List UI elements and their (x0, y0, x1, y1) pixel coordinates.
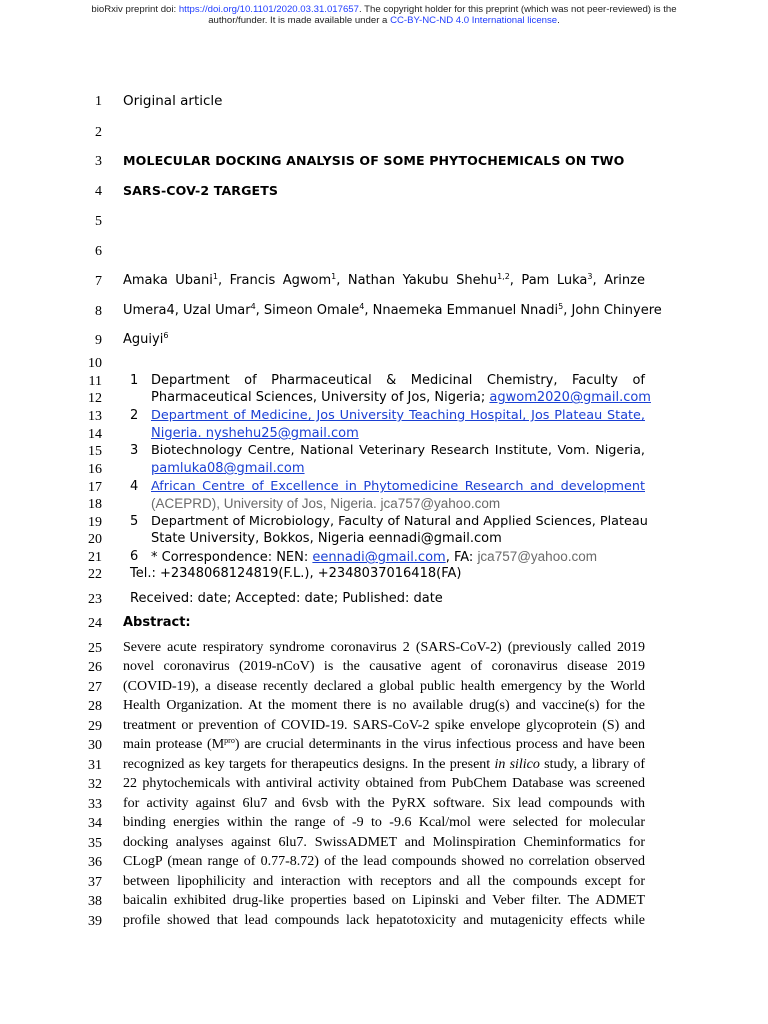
banner-text: . The copyright holder for this preprint (which was not peer-reviewed) is the (358, 4, 677, 15)
affiliation-number: 2 (130, 408, 139, 423)
correspondence-email-2: jca757@yahoo.com (477, 549, 597, 564)
author-name: , Arinze (592, 273, 645, 288)
affiliation-5-line-2: State University, Bokkos, Nigeria eennadi@gmail.com (151, 531, 502, 546)
abstract-line: 22 phytochemicals with antiviral activity obtained from PubChem Database was screened (123, 776, 645, 791)
affiliation-number: 3 (130, 443, 139, 458)
affiliation-1-line-2 (151, 390, 651, 406)
abstract-line: CLogP (mean range of 0.77-8.72) of the lead compounds showed no correlation observed (123, 854, 645, 869)
line-number: 18 (88, 497, 102, 512)
line-number: 22 (88, 567, 102, 582)
abstract-line: (COVID-19), a disease recently declared a global public health emergency by the World (123, 679, 645, 694)
line-number: 14 (88, 427, 102, 442)
line-number: 2 (95, 125, 102, 140)
paper-title-line-2: SARS-COV-2 TARGETS (123, 183, 279, 198)
affiliation-4-link[interactable]: African Centre of Excellence in Phytomedicine Research and development (151, 479, 645, 494)
line-number: 13 (88, 409, 102, 424)
affiliation-number: 5 (130, 514, 139, 529)
abstract-line: binding energies within the range of -9 to -9.6 Kcal/mol were selected for molecular (123, 815, 645, 830)
license-link[interactable]: CC-BY-NC-ND 4.0 International license (390, 15, 558, 26)
author-name: , Simeon Omale (255, 303, 360, 318)
line-number: 23 (88, 592, 102, 607)
author-line-3 (123, 332, 645, 348)
abstract-line: treatment or prevention of COVID-19. SARS-CoV-2 spike envelope glycoprotein (S) and (123, 718, 645, 733)
line-number: 15 (88, 444, 102, 459)
author-name: , Pam Luka (509, 273, 588, 288)
affiliation-4-line-2: (ACEPRD), University of Jos, Nigeria. jca757@yahoo.com (151, 496, 501, 511)
abstract-line (123, 737, 645, 753)
author-name: Aguiyi (123, 332, 164, 347)
affiliation-2-email-link[interactable]: Nigeria. nyshehu25@gmail.com (151, 426, 359, 441)
line-number: 4 (95, 184, 102, 199)
line-number: 25 (88, 641, 102, 656)
author-line-1 (123, 273, 645, 289)
abstract-line: Severe acute respiratory syndrome coronavirus 2 (SARS-CoV-2) (previously called 2019 (123, 640, 645, 655)
author-line-2 (123, 302, 662, 319)
affiliation-3-email-link[interactable]: pamluka08@gmail.com (151, 461, 305, 476)
correspondence-line (151, 549, 645, 566)
abstract-text: main protease (M (123, 737, 225, 752)
line-number: 10 (88, 356, 102, 371)
affiliation-sup: 6 (163, 331, 169, 340)
line-number: 6 (95, 244, 102, 259)
line-number: 29 (88, 719, 102, 734)
affiliation-number: 6 (130, 549, 139, 564)
author-name: , Nathan Yakubu Shehu (336, 273, 498, 288)
abstract-line: novel coronavirus (2019-nCoV) is the causative agent of coronavirus disease 2019 (123, 659, 645, 674)
line-number: 30 (88, 738, 102, 753)
affiliation-sup: 4 (359, 302, 365, 311)
line-number: 24 (88, 616, 102, 631)
line-number: 27 (88, 680, 102, 695)
article-type: Original article (123, 93, 223, 109)
line-number: 33 (88, 797, 102, 812)
affiliation-3-line-1: Biotechnology Centre, National Veterinary Research Institute, Vom. Nigeria, (151, 443, 645, 458)
line-number: 7 (95, 274, 102, 289)
abstract-line: for activity against 6lu7 and 6vsb with the PyRX software. Six lead compounds with (123, 796, 645, 811)
superscript: pro (224, 736, 235, 745)
banner-line-2 (0, 15, 768, 26)
line-number: 9 (95, 333, 102, 348)
line-number: 28 (88, 699, 102, 714)
affiliation-sup: 5 (558, 302, 564, 311)
abstract-line: Health Organization. At the moment there is no available drug(s) and vaccine(s) for the (123, 698, 645, 713)
abstract-line: baicalin exhibited drug-like properties based on Lipinski and Veber filter. The ADMET (123, 893, 645, 908)
line-number: 31 (88, 758, 102, 773)
affiliation-sup: 1 (212, 272, 218, 281)
affiliation-5-line-1: Department of Microbiology, Faculty of Natural and Applied Sciences, Plateau (151, 514, 648, 529)
preprint-banner (0, 4, 768, 26)
affiliation-text: Pharmaceutical Sciences, University of Jos, Nigeria; (151, 390, 490, 405)
banner-text: author/funder. It is made available under a (208, 15, 391, 26)
italic-term: in silico (494, 757, 540, 772)
abstract-heading: Abstract: (123, 615, 191, 630)
affiliation-sup: 1,2 (497, 272, 510, 281)
line-number: 20 (88, 532, 102, 547)
abstract-text: study, a library of (539, 757, 645, 772)
line-number: 21 (88, 550, 102, 565)
line-number: 36 (88, 855, 102, 870)
paper-title-line-1: MOLECULAR DOCKING ANALYSIS OF SOME PHYTOCHEMICALS ON TWO (123, 153, 625, 168)
abstract-line: between lipophilicity and interaction with receptors and all the compounds except for (123, 874, 645, 889)
abstract-line: docking analyses against 6lu7. SwissADMET and Molinspiration Cheminformatics for (123, 835, 645, 850)
abstract-line: profile showed that lead compounds lack hepatotoxicity and mutagenicity effects while (123, 913, 645, 928)
telephone-line: Tel.: +2348068124819(F.L.), +2348037016418(FA) (130, 566, 462, 581)
line-number: 11 (88, 374, 102, 389)
line-number: 32 (88, 777, 102, 792)
line-number: 3 (95, 154, 102, 169)
author-name: Umera4, Uzal Umar (123, 303, 251, 318)
line-number: 38 (88, 894, 102, 909)
abstract-text: recognized as key targets for therapeutics designs. In the present (123, 757, 495, 772)
affiliation-number: 1 (130, 373, 139, 388)
line-number: 19 (88, 515, 102, 530)
line-number: 12 (88, 391, 102, 406)
banner-line-1 (0, 4, 768, 15)
affiliation-number: 4 (130, 479, 139, 494)
line-number: 37 (88, 875, 102, 890)
email-link[interactable]: agwom2020@gmail.com (489, 390, 651, 405)
line-number: 35 (88, 836, 102, 851)
line-number: 26 (88, 660, 102, 675)
banner-text: bioRxiv preprint doi: (91, 4, 179, 15)
author-name: , Francis Agwom (217, 273, 332, 288)
line-number: 5 (95, 214, 102, 229)
author-name: Amaka Ubani (123, 273, 213, 288)
correspondence-label: * Correspondence: NEN: (151, 550, 313, 565)
banner-text: . (557, 15, 560, 26)
affiliation-1-line-1: Department of Pharmaceutical & Medicinal Chemistry, Faculty of (151, 373, 645, 388)
line-number: 8 (95, 304, 102, 319)
affiliation-sup: 3 (587, 272, 593, 281)
author-name: , John Chinyere (563, 303, 662, 318)
author-name: , Nnaemeka Emmanuel Nnadi (364, 303, 559, 318)
abstract-text: ) are crucial determinants in the virus infectious process and have been (234, 737, 645, 752)
correspondence-email-link[interactable]: eennadi@gmail.com (312, 550, 446, 565)
correspondence-text: , FA: (445, 550, 478, 565)
received-dates: Received: date; Accepted: date; Published: date (130, 591, 443, 606)
affiliation-sup: 4 (250, 302, 256, 311)
line-number: 17 (88, 480, 102, 495)
line-number: 16 (88, 462, 102, 477)
abstract-line (123, 757, 645, 773)
line-number: 34 (88, 816, 102, 831)
doi-link[interactable]: https://doi.org/10.1101/2020.03.31.017657 (178, 4, 359, 15)
affiliation-2-link[interactable]: Department of Medicine, Jos University Teaching Hospital, Jos Plateau State, (151, 408, 645, 423)
affiliation-sup: 1 (331, 272, 337, 281)
line-number: 39 (88, 914, 102, 929)
line-number: 1 (95, 94, 102, 109)
